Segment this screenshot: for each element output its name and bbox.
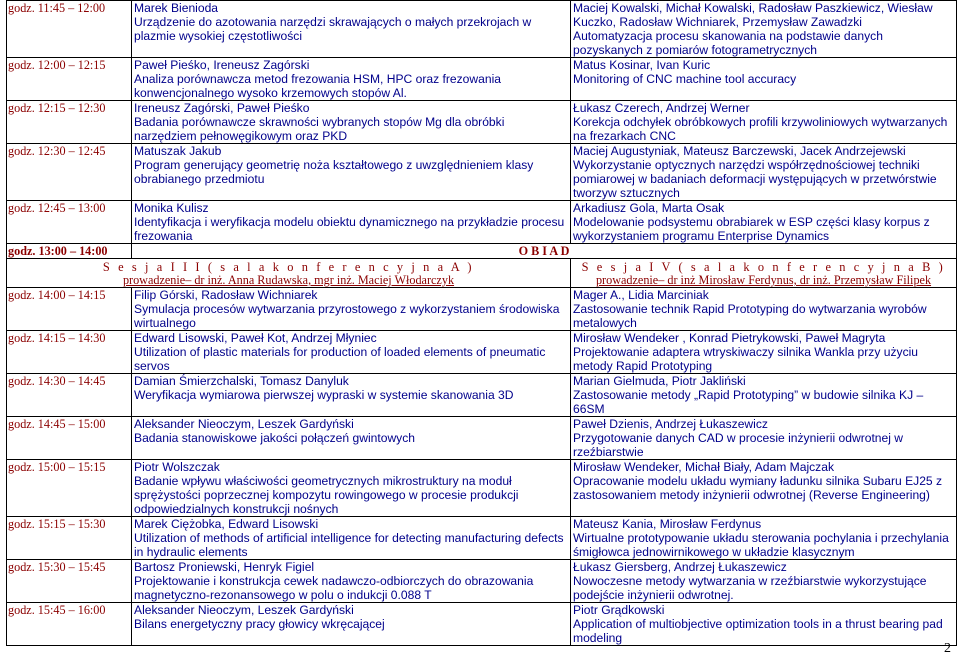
- session-b-talk: [571, 144, 957, 201]
- talk-title: Opracowanie modelu układu wymiany ładunku silnika Subaru EJ25 z zastosowaniem metody inżynierii odwrotnej (Reverse Engineering): [573, 474, 943, 502]
- session-a-talk: [132, 603, 571, 646]
- slot-time: godz. 15:00 – 15:15: [7, 460, 132, 517]
- schedule-row: [7, 58, 957, 101]
- slot-time: godz. 14:30 – 14:45: [7, 374, 132, 417]
- slot-time: godz. 14:00 – 14:15: [7, 288, 132, 331]
- talk-title: Application of multiobjective optimization tools in a thrust bearing pad modeling: [573, 617, 943, 645]
- schedule-row: [7, 101, 957, 144]
- session-a-talk: [132, 560, 571, 603]
- talk-authors: Piotr Grądkowski: [573, 603, 665, 617]
- session-a-talk: [132, 201, 571, 244]
- session-b-header: [571, 259, 957, 288]
- slot-time: godz. 12:45 – 13:00: [7, 201, 132, 244]
- schedule-row: [7, 201, 957, 244]
- session-b-chair: prowadzenie– dr inż Mirosław Ferdynus, dr inż. Przemysław Filipek: [595, 273, 932, 287]
- talk-authors: Mager A., Lidia Marciniak: [573, 288, 709, 302]
- lunch-label: O B I A D: [132, 244, 957, 259]
- session-a-talk: [132, 331, 571, 374]
- talk-authors: Marek Ciężobka, Edward Lisowski: [134, 517, 319, 531]
- session-b-talk: [571, 560, 957, 603]
- talk-authors: Matuszak Jakub: [134, 144, 222, 158]
- morning-block: [7, 1, 957, 244]
- slot-time: godz. 14:15 – 14:30: [7, 331, 132, 374]
- talk-title: Symulacja procesów wytwarzania przyrostowego z wykorzystaniem środowiska wirtualnego: [134, 302, 560, 330]
- session-b-talk: [571, 58, 957, 101]
- slot-time: godz. 12:30 – 12:45: [7, 144, 132, 201]
- schedule-row: [7, 517, 957, 560]
- schedule-table: [6, 0, 957, 646]
- schedule-row: [7, 603, 957, 646]
- session-b-talk: [571, 101, 957, 144]
- talk-authors: Filip Górski, Radosław Wichniarek: [134, 288, 318, 302]
- schedule-row: [7, 560, 957, 603]
- talk-title: Monitoring of CNC machine tool accuracy: [573, 72, 797, 86]
- slot-time: godz. 11:45 – 12:00: [7, 1, 132, 58]
- talk-authors: Mateusz Kania, Mirosław Ferdynus: [573, 517, 762, 531]
- talk-title: Projektowanie adaptera wtryskiwaczy silnika Wankla przy użyciu metody Rapid Prototyping: [573, 345, 919, 373]
- session-a-talk: [132, 374, 571, 417]
- session-a-header: [7, 259, 571, 288]
- talk-authors: Marian Gielmuda, Piotr Jakliński: [573, 374, 746, 388]
- talk-authors: Damian Śmierzchalski, Tomasz Danyluk: [134, 374, 349, 388]
- talk-authors: Monika Kulisz: [134, 201, 209, 215]
- talk-title: Bilans energetyczny pracy głowicy wkręcającej: [134, 617, 385, 631]
- talk-authors: Marek Bienioda: [134, 1, 219, 15]
- slot-time: godz. 15:15 – 15:30: [7, 517, 132, 560]
- talk-authors: Mirosław Wendeker, Michał Biały, Adam Majczak: [573, 460, 835, 474]
- talk-authors: Maciej Augustyniak, Mateusz Barczewski, Jacek Andrzejewski: [573, 144, 906, 158]
- lunch-block: [7, 244, 957, 288]
- talk-title: Identyfikacja i weryfikacja modelu obiektu dynamicznego na przykładzie procesu frezowania: [134, 215, 565, 243]
- schedule-row: [7, 460, 957, 517]
- talk-authors: Ireneusz Zagórski, Paweł Pieśko: [134, 101, 310, 115]
- talk-authors: Łukasz Giersberg, Andrzej Łukaszewicz: [573, 560, 787, 574]
- session-a-talk: [132, 144, 571, 201]
- talk-title: Wirtualne prototypowanie układu sterowania pochylania i przechylania śmigłowca jednowirnikowego w układzie klasycznym: [573, 531, 949, 559]
- talk-title: Korekcja odchyłek obróbkowych profili krzywoliniowych wytwarzanych na frezarkach CNC: [573, 115, 948, 143]
- session-b-talk: [571, 460, 957, 517]
- talk-authors: Aleksander Nieoczym, Leszek Gardyński: [134, 603, 354, 617]
- session-a-talk: [132, 417, 571, 460]
- slot-time: godz. 15:30 – 15:45: [7, 560, 132, 603]
- talk-title: Utilization of methods of artificial intelligence for detecting manufacturing defects in hydraulic elements: [134, 531, 564, 559]
- session-a-chair: prowadzenie– dr inż. Anna Rudawska, mgr inż. Maciej Włodarczyk: [122, 273, 455, 287]
- talk-authors: Piotr Wolszczak: [134, 460, 220, 474]
- lunch-row: [7, 244, 957, 259]
- schedule-row: [7, 288, 957, 331]
- talk-authors: Matus Kosinar, Ivan Kuric: [573, 58, 711, 72]
- session-a-talk: [132, 460, 571, 517]
- talk-authors: Maciej Kowalski, Michał Kowalski, Radosław Paszkiewicz, Wiesław Kuczko, Radosław Wichniarek, Przemysław Zawadzki: [573, 1, 933, 29]
- talk-title: Wykorzystanie optycznych narzędzi współrzędnościowej techniki pomiarowej w badaniach deformacji występujących w przetwórstwie tworzyw sztucznych: [573, 158, 937, 200]
- talk-authors: Mirosław Wendeker , Konrad Pietrykowski, Paweł Magryta: [573, 331, 886, 345]
- talk-authors: Bartosz Proniewski, Henryk Figiel: [134, 560, 315, 574]
- afternoon-block: [7, 288, 957, 646]
- session-b-talk: [571, 201, 957, 244]
- talk-title: Badania porównawcze skrawności wybranych stopów Mg dla obróbki narzędziem pełnowęgikowym oraz PKD: [134, 115, 505, 143]
- session-b-talk: [571, 517, 957, 560]
- talk-title: Program generujący geometrię noża kształtowego z uwzględnieniem klasy obrabianego przedmiotu: [134, 158, 534, 186]
- lunch-time: godz. 13:00 – 14:00: [7, 244, 132, 259]
- talk-title: Utilization of plastic materials for production of loaded elements of pneumatic servos: [134, 345, 546, 373]
- talk-title: Nowoczesne metody wytwarzania w rzeźbiarstwie wykorzystujące podejście inżynierii odwrotnej.: [573, 574, 927, 602]
- schedule-row: [7, 374, 957, 417]
- slot-time: godz. 15:45 – 16:00: [7, 603, 132, 646]
- slot-time: godz. 14:45 – 15:00: [7, 417, 132, 460]
- session-a-talk: [132, 517, 571, 560]
- talk-title: Badania stanowiskowe jakości połączeń gwintowych: [134, 431, 415, 445]
- schedule-row: [7, 144, 957, 201]
- talk-authors: Edward Lisowski, Paweł Kot, Andrzej Młyniec: [134, 331, 377, 345]
- talk-title: Analiza porównawcza metod frezowania HSM, HPC oraz frezowania konwencjonalnego wysoko krzemowych stopów Al.: [134, 72, 502, 100]
- talk-title: Urządzenie do azotowania narzędzi skrawających o małych przekrojach w plazmie wysokiej częstotliwości: [134, 15, 532, 43]
- session-b-talk: [571, 603, 957, 646]
- session-b-talk: [571, 1, 957, 58]
- session-b-talk: [571, 417, 957, 460]
- session-b-talk: [571, 288, 957, 331]
- session-a-talk: [132, 101, 571, 144]
- schedule-row: [7, 331, 957, 374]
- schedule-row: [7, 417, 957, 460]
- session-a-name: S e s j a I I I ( s a l a k o n f e r e n c y j n a A ): [102, 260, 475, 274]
- talk-authors: Paweł Dzienis, Andrzej Łukaszewicz: [573, 417, 768, 431]
- talk-title: Projektowanie i konstrukcja cewek nadawczo-odbiorczych do obrazowania magnetyczno-rezonansowego w polu o indukcji 0.088 T: [134, 574, 534, 602]
- talk-title: Automatyzacja procesu skanowania na podstawie danych pozyskanych z pomiarów fotogrametrycznych: [573, 29, 883, 57]
- session-b-name: S e s j a I V ( s a l a k o n f e r e n c y j n a B ): [581, 260, 946, 274]
- slot-time: godz. 12:15 – 12:30: [7, 101, 132, 144]
- talk-title: Modelowanie podsystemu obrabiarek w ESP części klasy korpus z wykorzystaniem programu Enterprise Dynamics: [573, 215, 930, 243]
- talk-title: Przygotowanie danych CAD w procesie inżynierii odwrotnej w rzeźbiarstwie: [573, 431, 904, 459]
- talk-title: Weryfikacja wymiarowa pierwszej wypraski w systemie skanowania 3D: [134, 388, 514, 402]
- session-a-talk: [132, 58, 571, 101]
- talk-title: Badanie wpływu właściwości geometrycznych mikrostruktury na moduł sprężystości poprzecznej kompozytu rowingowego w procesie produkcji odpowiedzialnych konstrukcji nośnych: [134, 474, 519, 516]
- session-header-row: [7, 259, 957, 288]
- slot-time: godz. 12:00 – 12:15: [7, 58, 132, 101]
- talk-title: Zastosowanie metody „Rapid Prototyping” w budowie silnika KJ – 66SM: [573, 388, 924, 416]
- session-b-talk: [571, 374, 957, 417]
- page-number: 2: [944, 641, 951, 656]
- session-b-talk: [571, 331, 957, 374]
- talk-authors: Aleksander Nieoczym, Leszek Gardyński: [134, 417, 354, 431]
- schedule-row: [7, 1, 957, 58]
- talk-authors: Paweł Pieśko, Ireneusz Zagórski: [134, 58, 310, 72]
- talk-authors: Arkadiusz Gola, Marta Osak: [573, 201, 725, 215]
- session-a-talk: [132, 1, 571, 58]
- talk-authors: Łukasz Czerech, Andrzej Werner: [573, 101, 750, 115]
- session-a-talk: [132, 288, 571, 331]
- talk-title: Zastosowanie technik Rapid Prototyping do wytwarzania wyrobów metalowych: [573, 302, 927, 330]
